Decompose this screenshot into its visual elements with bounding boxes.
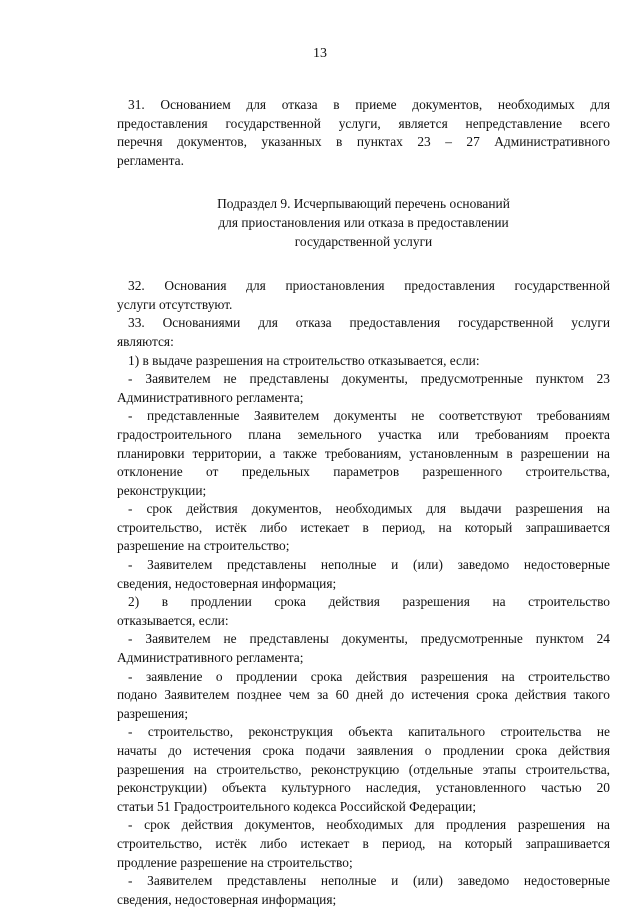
text-line: статьи 51 Градостроительного кодекса Российской Федерации; <box>117 798 477 814</box>
text-line: являются: <box>117 333 174 349</box>
text-line: предоставления государственной услуги, является непредставление всего <box>117 115 610 131</box>
text-line: - срок действия документов, необходимых для продления разрешения на <box>128 817 610 833</box>
text-line: перечня документов, указанных в пунктах 23 – 27 Административного <box>117 134 610 150</box>
text-line: разрешения на строительство, реконструкцию (отдельные этапы строительства, <box>117 761 610 777</box>
text-line: разрешение на строительство; <box>117 538 290 554</box>
text-line: строительство, истёк либо истекает в период, на который запрашивается <box>117 835 610 851</box>
text-line: услуги отсутствуют. <box>117 296 233 312</box>
text-line: 31. Основанием для отказа в приеме документов, необходимых для <box>128 97 610 112</box>
subsection-title-line: Подраздел 9. Исчерпывающий перечень оснований <box>217 196 510 212</box>
paragraph <box>117 407 610 500</box>
text-line: - Заявителем представлены неполные и (или) заведомо недостоверные <box>128 873 610 889</box>
page-number: 13 <box>313 46 327 61</box>
text-line: отказывается, если: <box>117 612 229 628</box>
paragraph <box>117 370 610 407</box>
text-line: - Заявителем представлены неполные и (или) заведомо недостоверные <box>128 557 610 573</box>
text-line: подано Заявителем позднее чем за 60 дней до истечения срока действия такого <box>117 687 610 703</box>
text-line: отклонение от предельных параметров разрешенного строительства, <box>117 464 610 480</box>
paragraph <box>117 593 610 630</box>
text-line: градостроительного плана земельного участка или требованиям проекта <box>117 426 610 442</box>
paragraph <box>117 668 610 724</box>
text-line: Административного регламента; <box>117 650 304 666</box>
text-line: 33. Основаниями для отказа предоставления государственной услуги <box>128 315 610 331</box>
subsection-title-line: государственной услуги <box>294 233 433 249</box>
text-line: планировки территории, а также требованиям, установленным в разрешении на <box>117 445 610 461</box>
text-line: - Заявителем не представлены документы, предусмотренные пунктом 24 <box>128 631 610 647</box>
body-paragraphs <box>117 277 610 909</box>
text-line: регламента. <box>117 152 184 168</box>
text-line: 1) в выдаче разрешения на строительство отказывается, если: <box>128 352 480 368</box>
paragraph <box>117 556 610 593</box>
paragraph <box>117 352 610 371</box>
text-line: - заявление о продлении срока действия разрешения на строительство <box>128 668 610 684</box>
paragraph <box>117 630 610 667</box>
text-line: 32. Основания для приостановления предоставления государственной <box>128 278 610 294</box>
paragraph <box>117 723 610 816</box>
text-line: продление разрешение на строительство; <box>117 854 353 870</box>
text-line: - строительство, реконструкция объекта капитального строительства не <box>128 724 610 740</box>
text-line: 2) в продлении срока действия разрешения на строительство <box>128 594 610 610</box>
text-line: реконструкции; <box>117 482 207 498</box>
text-line: сведения, недостоверная информация; <box>117 575 337 591</box>
text-line: строительство, истёк либо истекает в период, на который запрашивается <box>117 519 610 535</box>
text-line: - представленные Заявителем документы не соответствуют требованиям <box>128 408 610 424</box>
text-line: - срок действия документов, необходимых для выдачи разрешения на <box>128 501 610 517</box>
text-line: начаты до истечения срока подачи заявления о продлении срока действия <box>117 743 610 758</box>
text-line: Административного регламента; <box>117 389 304 405</box>
paragraph <box>117 314 610 351</box>
paragraph-31 <box>117 96 610 170</box>
paragraph <box>117 816 610 872</box>
paragraph <box>117 500 610 556</box>
text-line: - Заявителем не представлены документы, предусмотренные пунктом 23 <box>128 371 610 387</box>
document-body <box>117 96 610 909</box>
subsection-title-line: для приостановления или отказа в предоставлении <box>218 214 509 230</box>
text-line: сведения, недостоверная информация; <box>117 891 337 907</box>
paragraph <box>117 277 610 314</box>
text-line: реконструкции) объекта культурного наследия, установленного частью 20 <box>117 780 610 796</box>
text-line: разрешения; <box>117 705 189 721</box>
subsection-title <box>117 195 610 251</box>
paragraph <box>117 872 610 909</box>
